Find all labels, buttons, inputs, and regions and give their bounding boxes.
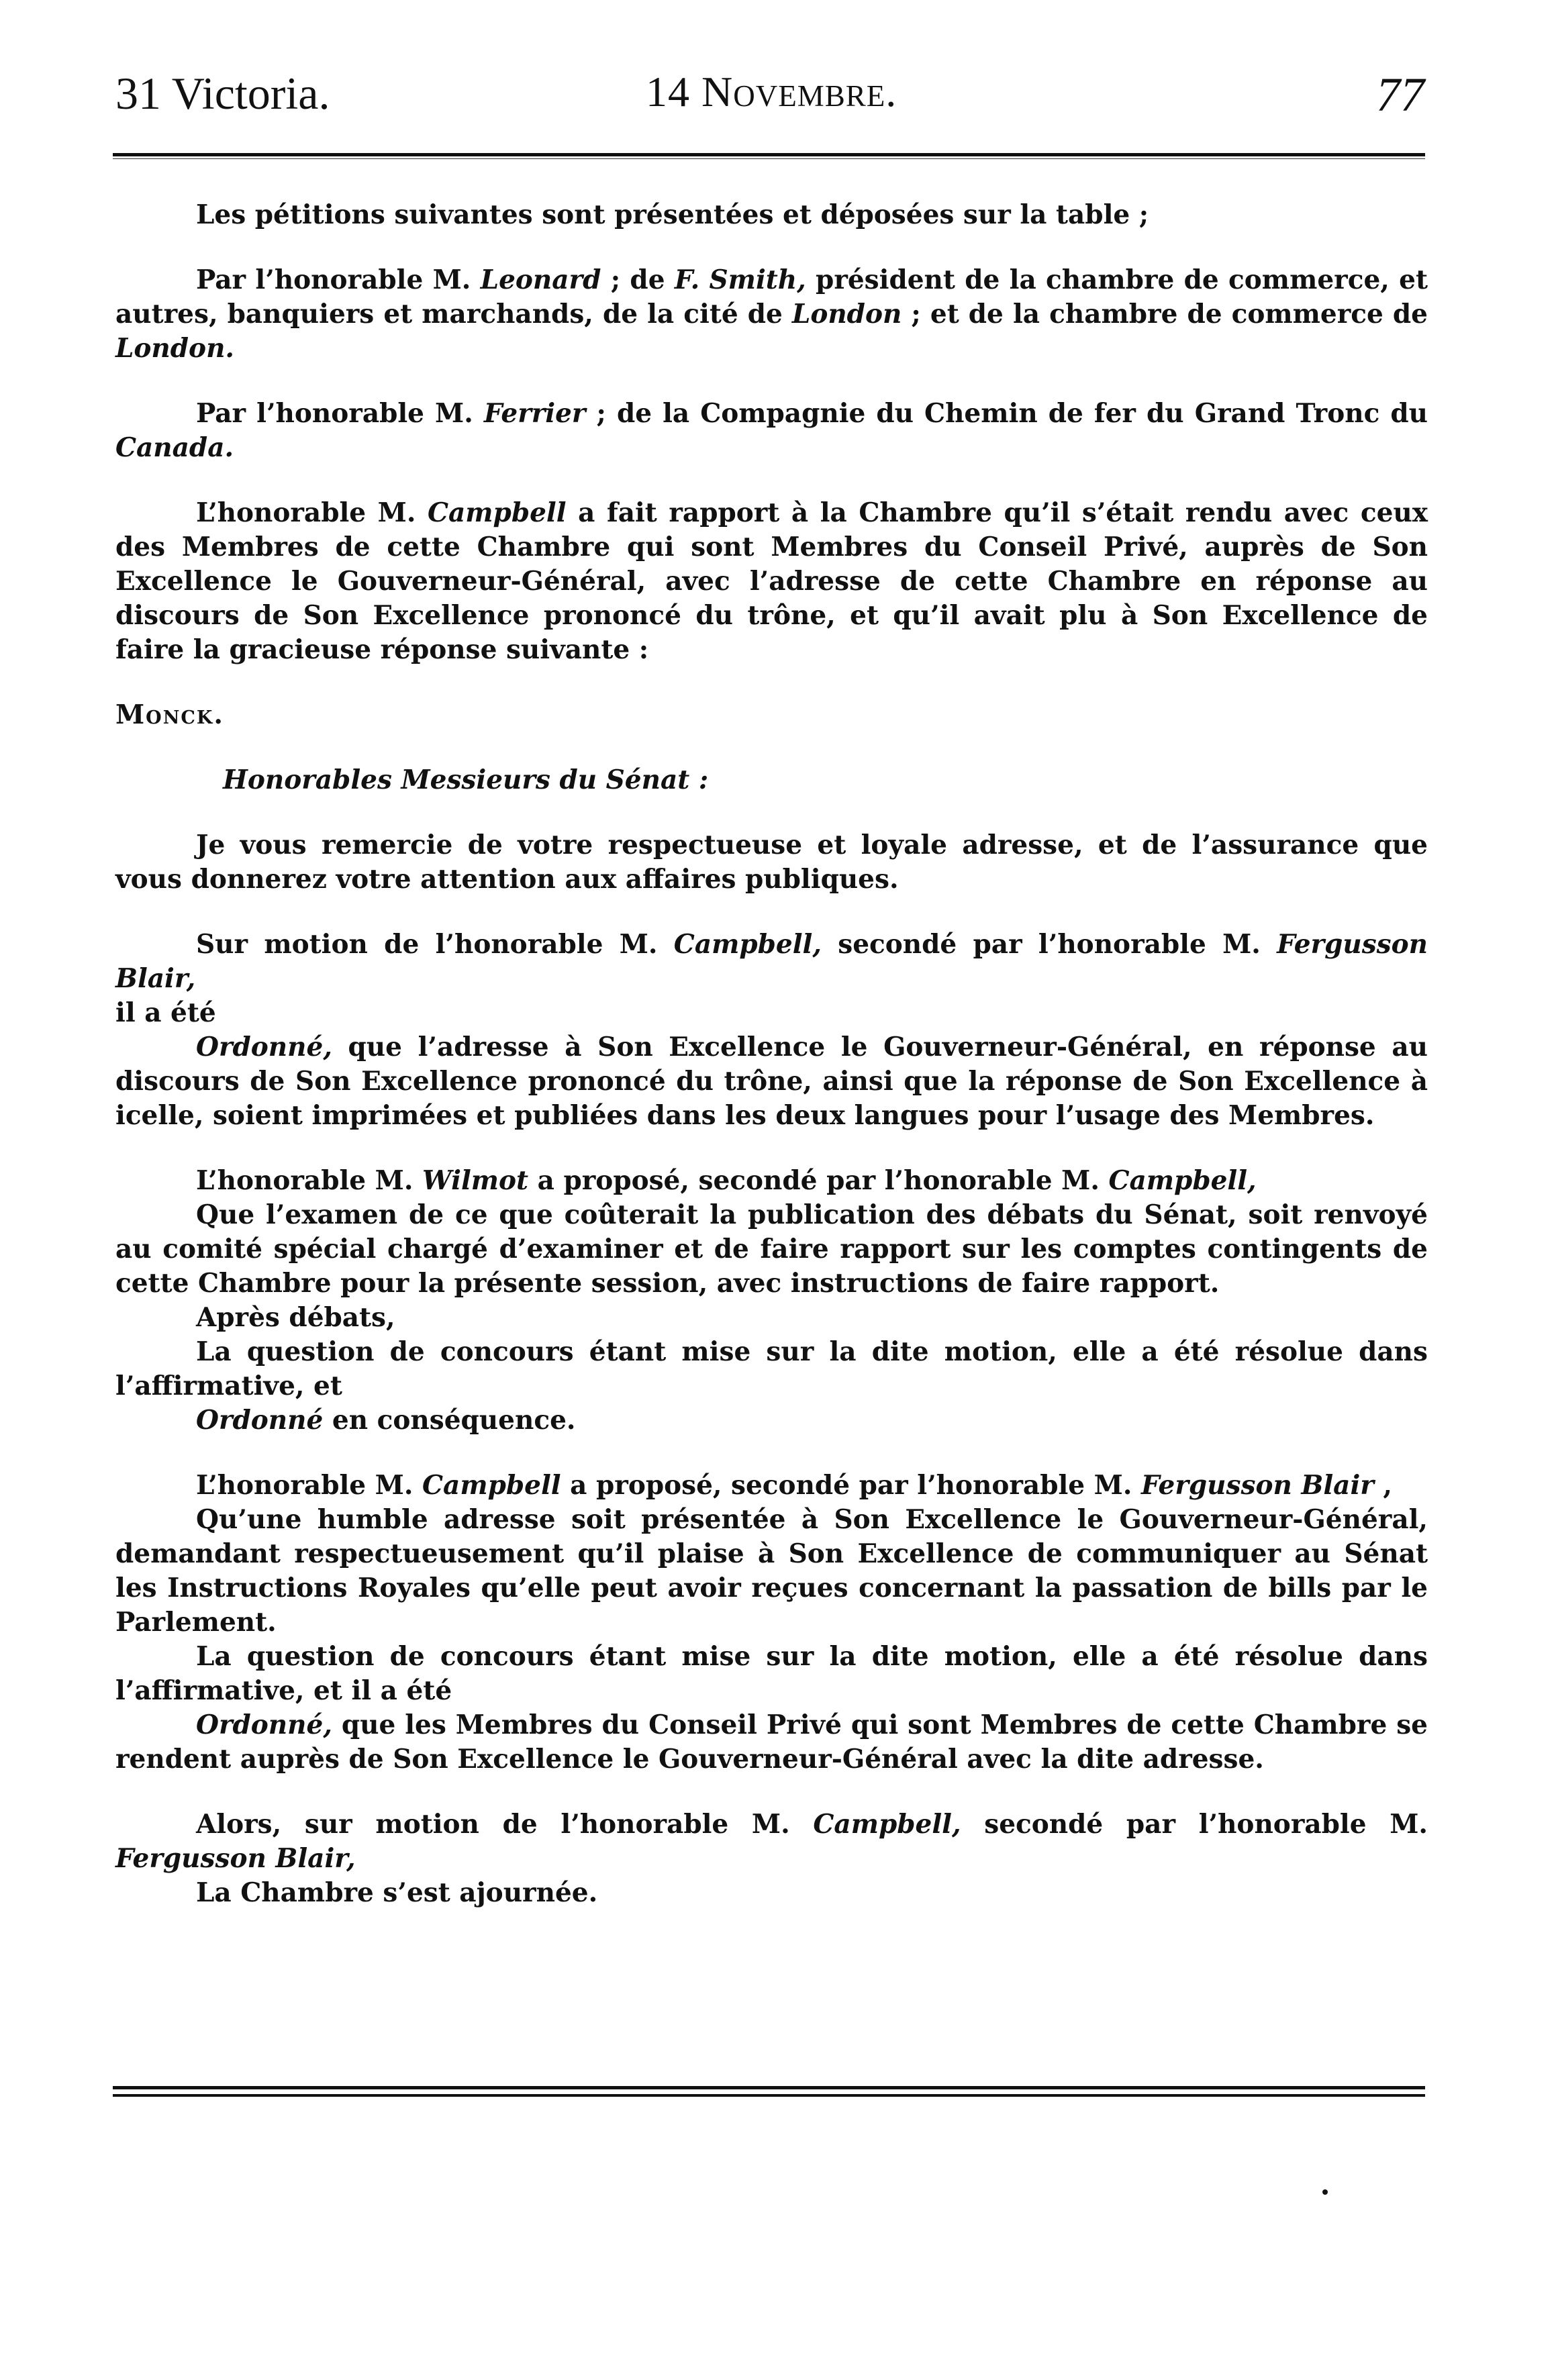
text-run: L’honorable M. [196, 1165, 423, 1196]
name-wilmot: Wilmot [422, 1165, 529, 1196]
paragraph-petition-leonard [115, 263, 1428, 366]
header-date: 14 Novembre. [646, 68, 897, 115]
place-london: London [791, 299, 902, 330]
paragraph-reply: Je vous remercie de votre respectueuse et loyale adresse, et de l’assurance que vous donnerez votre attention aux affaires publiques. [115, 830, 1428, 895]
text-run: que l’adresse à Son Excellence le Gouverneur-Général, en réponse au discours de Son Excellence prononcé du trône, ainsi que la réponse de Son Excellence à icelle, soient imprimées et publiées dans les deux langues pour l’usage des Membres. [115, 1032, 1428, 1131]
footer-rule-second [113, 2094, 1425, 2097]
text-run: Sur motion de l’honorable M. [196, 929, 674, 960]
text-run: ; et de la chambre de commerce de [902, 299, 1428, 330]
text-run: en conséquence. [323, 1405, 576, 1436]
ink-speck [1322, 2189, 1328, 2195]
text-run: Par l’honorable M. [196, 398, 484, 429]
paragraph-petition-ferrier [115, 397, 1428, 465]
text-run: L’honorable M. [196, 1470, 423, 1501]
running-header [115, 67, 1424, 134]
paragraph-ajournee: La Chambre s’est ajournée. [196, 1877, 598, 1908]
name-fergusson-blair: Fergusson Blair, [115, 929, 1428, 994]
page-number: 77 [1376, 68, 1424, 121]
text-run: que les Membres du Conseil Privé qui sont Membres de cette Chambre se rendent auprès de Son Excellence le Gouverneur-Général avec la dite adresse. [115, 1709, 1428, 1775]
paragraph-motion-campbell [115, 928, 1428, 996]
header-rule [113, 153, 1425, 156]
text-run: président de la chambre de commerce, et autres, banquiers et marchands, de la cité de [115, 264, 1428, 330]
word-ordonne: Ordonné [196, 1405, 324, 1436]
paragraph-question-1: La question de concours étant mise sur la dite motion, elle a été résolue dans l’affirmative, et [115, 1336, 1428, 1401]
header-rule-thin [113, 158, 1425, 159]
name-campbell: Campbell, [1108, 1165, 1257, 1196]
paragraph-examen: Que l’examen de ce que coûterait la publication des débats du Sénat, soit renvoyé au comité spécial chargé d’examiner et de faire rapport sur les comptes contingents de cette Chambre pour la présente session, avec instructions de faire rapport. [115, 1199, 1428, 1299]
text-run: secondé par l’honorable M. [821, 929, 1277, 960]
text-run: a proposé, secondé par l’honorable M. [528, 1165, 1109, 1196]
text-run: a fait rapport à la Chambre qu’il s’était rendu avec ceux des Membres de cette Chambre qui sont Membres du Conseil Privé, auprès de Son Excellence le Gouverneur-Général, avec l’adresse de cette Chambre en réponse au discours de Son Excellence prononcé du trône, et qu’il avait plu à Son Excellence de faire la gracieuse réponse suivante : [115, 497, 1428, 665]
paragraph-humble-adresse: Qu’une humble adresse soit présentée à Son Excellence le Gouverneur-Général, demandant respectueusement qu’il plaise à Son Excellence de communiquer au Sénat les Instructions Royales qu’elle peut avoir reçues concernant la passation de bills par le Parlement. [115, 1504, 1428, 1638]
name-leonard: Leonard [480, 264, 601, 295]
page-body [115, 198, 1428, 1910]
name-fergusson-blair: Fergusson Blair [1141, 1470, 1374, 1501]
text-run: ; de la Compagnie du Chemin de fer du Grand Tronc du [585, 398, 1428, 429]
name-campbell: Campbell, [813, 1809, 961, 1840]
paragraph-apres-debats: Après débats, [196, 1302, 395, 1333]
text-run: , [1373, 1470, 1392, 1501]
text-run: ; de [601, 264, 675, 295]
place-canada: Canada. [115, 432, 234, 463]
name-campbell: Campbell [427, 497, 567, 528]
paragraph-ordonne-2 [115, 1403, 1428, 1438]
name-ferrier: Ferrier [483, 398, 586, 429]
paragraph-wilmot [115, 1164, 1428, 1198]
word-ordonne: Ordonné, [196, 1709, 332, 1740]
paragraph-campbell-propose [115, 1469, 1428, 1503]
text-run: Alors, sur motion de l’honorable M. [196, 1809, 814, 1840]
paragraph-petitions-intro: Les pétitions suivantes sont présentées et déposées sur la table ; [196, 199, 1149, 230]
footer-rule [113, 2086, 1425, 2089]
paragraph-ordonne-3 [115, 1708, 1428, 1777]
name-campbell: Campbell [422, 1470, 561, 1501]
name-campbell: Campbell, [673, 929, 822, 960]
signature-monck: Monck. [115, 699, 224, 730]
name-smith: F. Smith, [674, 264, 806, 295]
text-run: a proposé, secondé par l’honorable M. [561, 1470, 1141, 1501]
paragraph-alors [115, 1807, 1428, 1876]
text-run: secondé par l’honorable M. [961, 1809, 1428, 1840]
paragraph-ordonne-1 [115, 1030, 1428, 1133]
text-run: L’honorable M. [196, 497, 428, 528]
paragraph-campbell-report [115, 496, 1428, 667]
text-run: Par l’honorable M. [196, 264, 481, 295]
place-london: London. [115, 333, 235, 364]
header-regnal-year: 31 Victoria. [115, 68, 330, 119]
name-fergusson-blair: Fergusson Blair, [115, 1843, 356, 1874]
word-ordonne: Ordonné, [196, 1032, 332, 1062]
paragraph-question-2: La question de concours étant mise sur la dite motion, elle a été résolue dans l’affirmative, et il a été [115, 1641, 1428, 1706]
paragraph-il-a-ete: il a été [115, 997, 216, 1028]
salutation: Honorables Messieurs du Sénat : [223, 764, 709, 795]
